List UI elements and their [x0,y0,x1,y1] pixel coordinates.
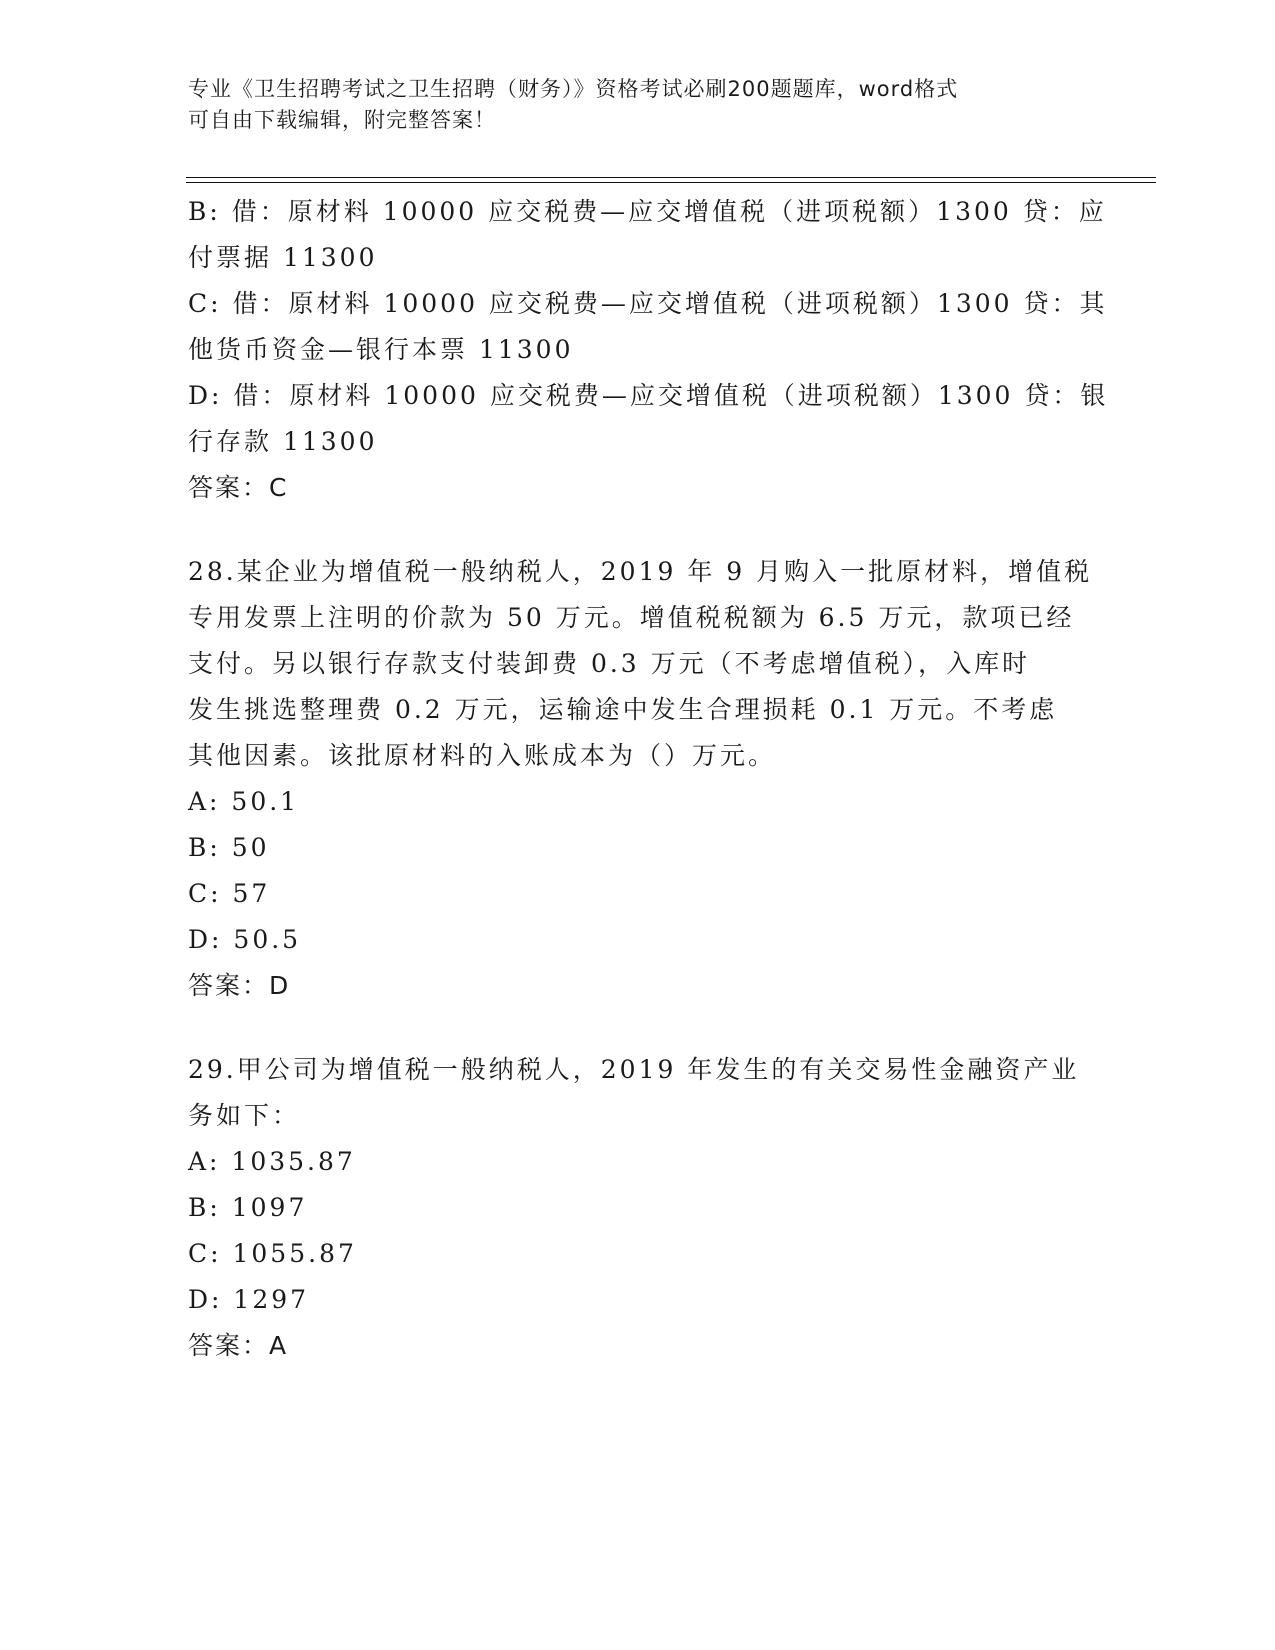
question-stem-line-2: 务如下： [188,1101,301,1130]
option-a: A: 50.1 [188,787,300,816]
option-c: C: 57 [188,879,271,908]
document-body [188,189,1109,1369]
question-stem-line-1: 29.甲公司为增值税一般纳税人，2019 年发生的有关交易性金融资产业 [188,1055,1080,1084]
option-b: B: 50 [188,833,270,862]
question-stem-line-1: 28.某企业为增值税一般纳税人，2019 年 9 月购入一批原材料，增值税 [188,557,1093,586]
question-28 [188,549,1093,1009]
question-stem-line-4: 发生挑选整理费 0.2 万元，运输途中发生合理损耗 0.1 万元。不考虑 [188,695,1058,724]
option-a: A: 1035.87 [188,1147,356,1176]
option-d: D: 50.5 [188,925,302,954]
option-c-line-2: 他货币资金—银行本票 11300 [188,335,574,364]
option-d: D: 1297 [188,1285,310,1314]
header-divider-bottom [186,182,1156,183]
option-b: B: 1097 [188,1193,308,1222]
option-b-line-1: B: 借：原材料 10000 应交税费—应交增值税（进项税额）1300 贷：应 [188,197,1107,226]
question-27 [188,189,1109,511]
question-stem-line-2: 专用发票上注明的价款为 50 万元。增值税税额为 6.5 万元，款项已经 [188,603,1075,632]
header-line-1: 专业《卫生招聘考试之卫生招聘（财务）》资格考试必刷200题题库，word格式 [188,77,959,101]
spacer [188,511,1088,549]
spacer [188,1009,1088,1047]
option-d-line-1: D: 借：原材料 10000 应交税费—应交增值税（进项税额）1300 贷：银 [188,381,1109,410]
document-header [188,74,1068,136]
question-stem-line-5: 其他因素。该批原材料的入账成本为（）万元。 [188,741,777,770]
answer: 答案：C [188,473,289,502]
option-b-line-2: 付票据 11300 [188,243,378,272]
answer: 答案：A [188,1331,289,1360]
question-stem-line-3: 支付。另以银行存款支付装卸费 0.3 万元（不考虑增值税），入库时 [188,649,1031,678]
option-c-line-1: C: 借：原材料 10000 应交税费—应交增值税（进项税额）1300 贷：其 [188,289,1108,318]
header-divider-top [186,177,1156,178]
option-d-line-2: 行存款 11300 [188,427,378,456]
question-29 [188,1047,1088,1369]
header-line-2: 可自由下载编辑，附完整答案！ [188,108,496,132]
answer: 答案：D [188,971,291,1000]
option-c: C: 1055.87 [188,1239,357,1268]
